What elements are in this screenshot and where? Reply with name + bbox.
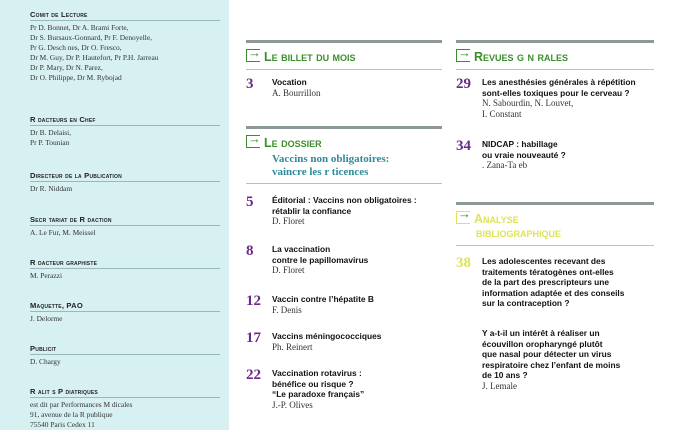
comite-title: Comit de Lecture bbox=[30, 10, 220, 21]
revues-section bbox=[456, 40, 654, 70]
secretariat-block bbox=[30, 215, 220, 238]
entry-title: “Le paradoxe français” bbox=[272, 389, 365, 399]
toc-entry[interactable] bbox=[246, 243, 442, 283]
entry-title: Vocation bbox=[272, 77, 307, 87]
section-rule bbox=[456, 40, 654, 43]
page-number: 29 bbox=[456, 76, 471, 92]
entry-title: Les adolescentes recevant des bbox=[482, 256, 606, 266]
toc-entry[interactable] bbox=[246, 76, 442, 106]
directeur-block bbox=[30, 171, 220, 194]
entry-author: Ph. Reinert bbox=[272, 341, 313, 352]
dossier-subtitle: Vaccins non obligatoires: bbox=[272, 153, 390, 165]
entry-author: . Zana-Ta eb bbox=[482, 160, 528, 170]
section-rule bbox=[246, 126, 442, 129]
section-arrow-icon bbox=[456, 211, 470, 224]
page-number: 22 bbox=[246, 367, 261, 383]
realit-line: 91, avenue de la R publique bbox=[30, 410, 113, 419]
page-number: 38 bbox=[456, 255, 471, 271]
entry-title: bénéfice ou risque ? bbox=[272, 378, 354, 389]
toc-entry[interactable] bbox=[456, 327, 654, 407]
comite-line: Dr M. Guy, Dr P. Hautefort, Pr P.H. Jarreau bbox=[30, 53, 159, 62]
comite-line: Dr P. Mary, Dr N. Parez, bbox=[30, 63, 103, 72]
entry-title: NIDCAP : habillage bbox=[482, 139, 558, 149]
publicite-title: Publicit bbox=[30, 344, 220, 355]
entry-title: Vaccination rotavirus : bbox=[272, 368, 362, 378]
section-rule bbox=[456, 202, 654, 205]
page-number: 8 bbox=[246, 243, 254, 259]
entry-author: A. Bourrillon bbox=[272, 87, 321, 98]
entry-title: de 10 ans ? bbox=[482, 370, 528, 380]
entry-author: I. Constant bbox=[482, 109, 522, 119]
entry-title: sont-elles toxiques pour le cerveau ? bbox=[482, 87, 630, 98]
analyse-heading bbox=[456, 211, 654, 240]
toc-entry[interactable] bbox=[456, 138, 654, 180]
section-rule bbox=[246, 40, 442, 43]
entry-author: D. Floret bbox=[272, 216, 305, 226]
comite-line: Dr O. Philippe, Dr M. Rybojad bbox=[30, 73, 122, 82]
entry-title: Vaccins méningococciques bbox=[272, 331, 382, 341]
page-number: 5 bbox=[246, 194, 254, 210]
entry-title: de la part des prescripteurs une bbox=[482, 277, 610, 287]
entry-title: sur la contraception ? bbox=[482, 298, 570, 308]
toc-entry[interactable] bbox=[456, 76, 654, 131]
realit-line: est dit par Performances M dicales bbox=[30, 400, 133, 409]
secretariat-line: A. Le Fur, M. Meissel bbox=[30, 228, 96, 237]
billet-heading bbox=[246, 49, 442, 64]
toc-entry[interactable] bbox=[246, 194, 442, 234]
publicite-block bbox=[30, 344, 220, 367]
realit-title: R alit s P diatriques bbox=[30, 387, 220, 398]
entry-author: J.-P. Olives bbox=[272, 399, 313, 410]
comite-line: Pr G. Desch nes, Dr O. Fresco, bbox=[30, 43, 122, 52]
entry-title: Les anesthésies générales à répétition bbox=[482, 77, 636, 87]
graphiste-block bbox=[30, 258, 220, 281]
dossier-heading bbox=[246, 135, 442, 150]
directeur-title: Directeur de la Publication bbox=[30, 171, 220, 182]
maquette-block bbox=[30, 301, 220, 324]
billet-heading-text: Le billet du mois bbox=[264, 50, 356, 64]
editorial-sidebar bbox=[0, 0, 229, 430]
billet-section bbox=[246, 40, 442, 70]
entry-title: respiratoire chez l’enfant de moins bbox=[482, 359, 621, 370]
page-number: 34 bbox=[456, 138, 471, 154]
realit-block bbox=[30, 387, 220, 430]
toc-entry[interactable] bbox=[246, 330, 442, 360]
section-arrow-icon bbox=[456, 49, 470, 62]
section-divider bbox=[246, 183, 442, 184]
section-arrow-icon bbox=[246, 135, 260, 148]
redacteurs-line: Pr P. Tounian bbox=[30, 138, 70, 147]
redacteurs-block bbox=[30, 115, 220, 148]
toc-entry[interactable] bbox=[246, 367, 442, 422]
revues-heading bbox=[456, 49, 654, 64]
dossier-subtitle: vaincre les r ticences bbox=[272, 165, 369, 178]
redacteurs-title: R dacteurs en Chef bbox=[30, 115, 220, 126]
toc-entry[interactable] bbox=[246, 293, 442, 323]
entry-title: que nasal pour détecter un virus bbox=[482, 349, 612, 359]
entry-title: écouvillon oropharyngé plutôt bbox=[482, 338, 603, 349]
section-divider bbox=[456, 69, 654, 70]
graphiste-title: R dacteur graphiste bbox=[30, 258, 220, 269]
revues-heading-text: Revues g n rales bbox=[474, 50, 568, 64]
entry-title: Éditorial : Vaccins non obligatoires : bbox=[272, 195, 417, 205]
dossier-section bbox=[246, 126, 442, 184]
toc-entry[interactable] bbox=[456, 255, 654, 317]
graphiste-line: M. Perazzi bbox=[30, 271, 63, 280]
maquette-title: Maquette, PAO bbox=[30, 301, 220, 312]
redacteurs-line: Dr B. Delaisi, bbox=[30, 128, 72, 137]
entry-title: La vaccination bbox=[272, 244, 331, 254]
entry-title: ou vraie nouveauté ? bbox=[482, 149, 566, 160]
entry-title: traitements tératogènes ont-elles bbox=[482, 266, 614, 277]
entry-author: F. Denis bbox=[272, 304, 302, 315]
comite-line: Dr S. Bursaux-Gonnard, Pr F. Denoyelle, bbox=[30, 33, 152, 42]
entry-title: information adaptée et des conseils bbox=[482, 287, 625, 298]
entry-title: Y a-t-il un intérêt à réaliser un bbox=[482, 328, 600, 338]
entry-author: N. Sabourdin, N. Louvet, bbox=[482, 98, 574, 108]
analyse-section bbox=[456, 202, 654, 246]
realit-line: 75540 Paris Cedex 11 bbox=[30, 420, 95, 429]
page-number: 17 bbox=[246, 330, 261, 346]
analyse-heading-text: Analyse bbox=[474, 212, 519, 226]
comite-line: Pr D. Bonnet, Dr A. Brami Forte, bbox=[30, 23, 129, 32]
directeur-line: Dr R. Niddam bbox=[30, 184, 73, 193]
entry-title: contre le papillomavirus bbox=[272, 254, 369, 265]
section-arrow-icon bbox=[246, 49, 260, 62]
maquette-line: J. Delorme bbox=[30, 314, 63, 323]
page-number: 12 bbox=[246, 293, 261, 309]
entry-title: Vaccin contre l’hépatite B bbox=[272, 294, 374, 304]
entry-title: rétablir la confiance bbox=[272, 205, 352, 216]
comite-block bbox=[30, 10, 220, 83]
entry-author: J. Lemale bbox=[482, 380, 517, 391]
section-divider bbox=[456, 245, 654, 246]
analyse-heading-text: bibliographique bbox=[476, 226, 562, 240]
section-divider bbox=[246, 69, 442, 70]
publicite-line: D. Chargy bbox=[30, 357, 61, 366]
dossier-heading-text: Le dossier bbox=[264, 136, 322, 150]
page-number: 3 bbox=[246, 76, 254, 92]
secretariat-title: Secr tariat de R daction bbox=[30, 215, 220, 226]
entry-author: D. Floret bbox=[272, 265, 305, 275]
